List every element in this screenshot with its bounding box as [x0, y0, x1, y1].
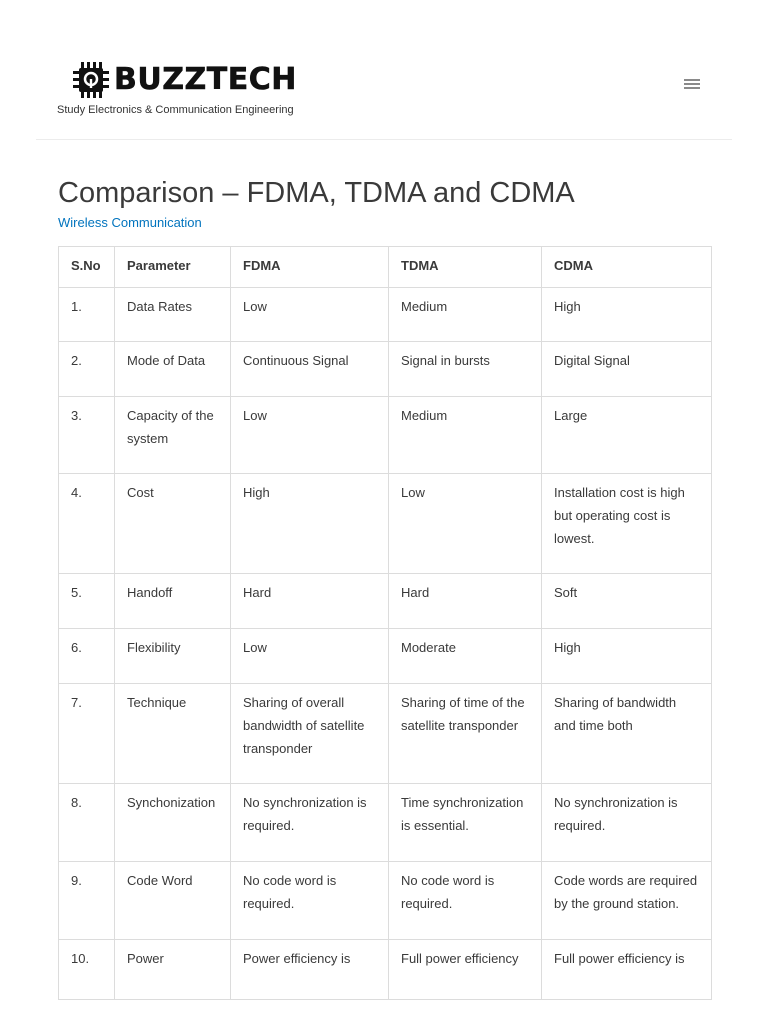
cell-tdma: No code word is required.	[389, 862, 542, 940]
cell-parameter: Mode of Data	[115, 342, 231, 397]
cell-cdma: Code words are required by the ground station.	[542, 862, 712, 940]
menu-bar	[684, 79, 700, 81]
cell-parameter: Cost	[115, 474, 231, 574]
header-parameter: Parameter	[115, 247, 231, 288]
table-row	[59, 342, 712, 397]
cell-cdma: Installation cost is high but operating cost is lowest.	[542, 474, 712, 574]
cell-parameter: Capacity of the system	[115, 397, 231, 474]
cell-sno: 6.	[59, 629, 115, 684]
cell-cdma: Soft	[542, 574, 712, 629]
hamburger-menu-icon[interactable]	[684, 79, 700, 91]
menu-bar	[684, 87, 700, 89]
cell-tdma: Moderate	[389, 629, 542, 684]
cell-fdma: Continuous Signal	[231, 342, 389, 397]
cell-tdma: Full power efficiency	[389, 940, 542, 1000]
table-row	[59, 784, 712, 862]
header-tdma: TDMA	[389, 247, 542, 288]
cell-tdma: Signal in bursts	[389, 342, 542, 397]
cell-sno: 7.	[59, 684, 115, 784]
cell-parameter: Power	[115, 940, 231, 1000]
cell-sno: 9.	[59, 862, 115, 940]
cell-tdma: Hard	[389, 574, 542, 629]
cell-cdma: Sharing of bandwidth and time both	[542, 684, 712, 784]
cell-fdma: Low	[231, 288, 389, 342]
cell-tdma: Time synchronization is essential.	[389, 784, 542, 862]
site-header	[36, 0, 732, 140]
cell-fdma: Sharing of overall bandwidth of satellite transponder	[231, 684, 389, 784]
cell-parameter: Handoff	[115, 574, 231, 629]
site-logo[interactable]	[72, 60, 297, 100]
table-row	[59, 940, 712, 1000]
category-link[interactable]: Wireless Communication	[58, 215, 202, 230]
cell-parameter: Data Rates	[115, 288, 231, 342]
logo-text: BUZZTECH	[114, 62, 297, 97]
table-row	[59, 574, 712, 629]
site-tagline: Study Electronics & Communication Engineering	[57, 104, 294, 116]
cell-fdma: No synchronization is required.	[231, 784, 389, 862]
cell-cdma: No synchronization is required.	[542, 784, 712, 862]
cell-cdma: Large	[542, 397, 712, 474]
cell-fdma: Low	[231, 629, 389, 684]
header-fdma: FDMA	[231, 247, 389, 288]
cell-cdma: Digital Signal	[542, 342, 712, 397]
cell-tdma: Low	[389, 474, 542, 574]
cell-parameter: Technique	[115, 684, 231, 784]
cell-parameter: Flexibility	[115, 629, 231, 684]
table-row	[59, 684, 712, 784]
table-header-row	[59, 247, 712, 288]
cell-fdma: No code word is required.	[231, 862, 389, 940]
table-row	[59, 629, 712, 684]
cell-tdma: Medium	[389, 288, 542, 342]
table-row	[59, 288, 712, 342]
comparison-table	[58, 246, 712, 1000]
header-sno: S.No	[59, 247, 115, 288]
cell-parameter: Code Word	[115, 862, 231, 940]
cell-sno: 10.	[59, 940, 115, 1000]
cell-sno: 2.	[59, 342, 115, 397]
table-row	[59, 474, 712, 574]
page-title: Comparison – FDMA, TDMA and CDMA	[58, 177, 575, 209]
table-row	[59, 397, 712, 474]
cell-cdma: Full power efficiency is	[542, 940, 712, 1000]
cell-sno: 8.	[59, 784, 115, 862]
cell-tdma: Sharing of time of the satellite transponder	[389, 684, 542, 784]
table-row	[59, 862, 712, 940]
cell-sno: 4.	[59, 474, 115, 574]
cell-sno: 1.	[59, 288, 115, 342]
cell-fdma: Power efficiency is	[231, 940, 389, 1000]
cell-tdma: Medium	[389, 397, 542, 474]
menu-bar	[684, 83, 700, 85]
cell-sno: 3.	[59, 397, 115, 474]
cell-parameter: Synchonization	[115, 784, 231, 862]
cell-cdma: High	[542, 288, 712, 342]
chip-icon	[72, 61, 110, 99]
cell-cdma: High	[542, 629, 712, 684]
cell-sno: 5.	[59, 574, 115, 629]
cell-fdma: Low	[231, 397, 389, 474]
cell-fdma: High	[231, 474, 389, 574]
header-cdma: CDMA	[542, 247, 712, 288]
cell-fdma: Hard	[231, 574, 389, 629]
